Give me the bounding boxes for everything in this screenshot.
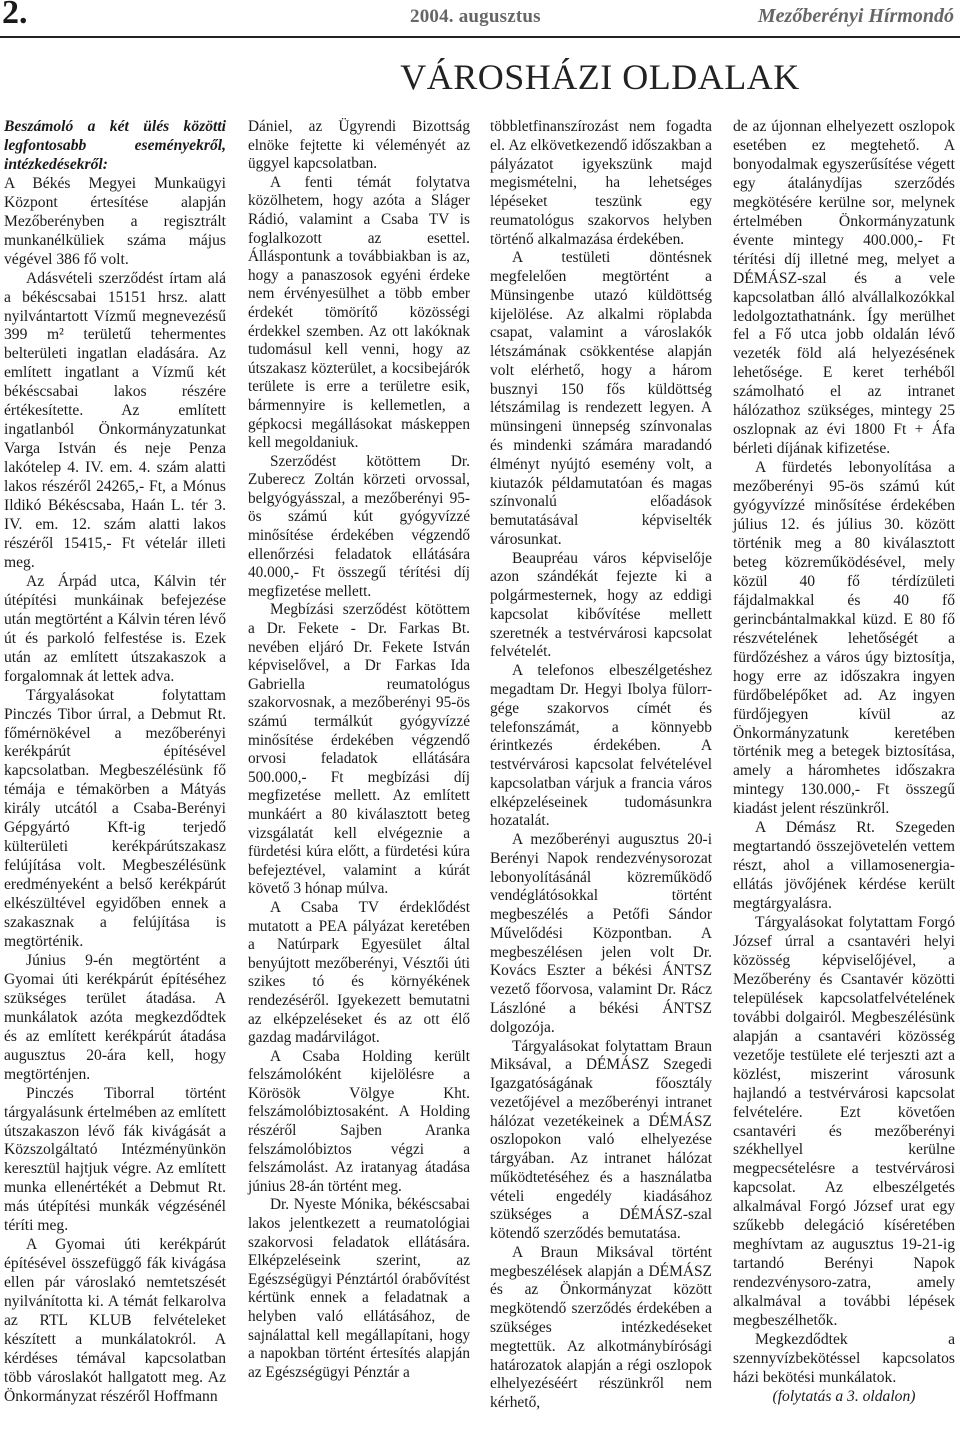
article-column-1 [4,118,226,1407]
section-title: VÁROSHÁZI OLDALAK [400,57,800,97]
article-paragraph: Beaupréau város képviselője azon szándékát fejezte ki a polgármesternek, hogy az eddigi kapcsolat kibővítése mellett szeretnék a testvérvárosi kapcsolat felvételét. [490,549,712,661]
article-column-2 [248,118,470,1382]
article-lead: Beszámoló a két ülés közötti legfontosabb eseményekről, intézkedésekről: [4,118,226,173]
article-paragraph: Az Árpád utca, Kálvin tér útépítési munkáinak befejezése után megtörtént a Kálvin téren lévő út és parkoló felfestése is. Ezek után az említett útszakaszok a forgalomnak át lettek adva. [4,572,226,685]
issue-date: 2004. augusztus [410,6,541,27]
article-paragraph: Tárgyalásokat folytattam Forgó József úrral a csantavéri helyi közösség képviselőjével, a Mezőberény és Csantavér közötti települések kapcsolatfelvételének további dolgairól. Megbeszélésünk alapján a csantavéri közösség vezetője testülete elé terjeszti azt a közlést, miszerint városunk hajlandó a testvérvárosi kapcsolat felvételére. Ezt követően csantavéri és mezőberényi székhellyel kerülne megpecsételésre a testvérvárosi kapcsolat. Az elbeszélgetés alkalmával Forgó József urat egy szűkebb delegáció kíséretében meghívtam az augusztus 19-21-ig tartandó Berényi Napok rendezvénysoro-zatra, amely alkalmával a további lépések megbeszélhetők. [733,914,955,1330]
article-paragraph: többletfinanszírozást nem fogadta el. Az elkövetkezendő időszakban a pályázatot igyekszünk majd megismételni, ha lehetséges lépéseket teszünk egy reumatológus szakorvos helyben történő alkalmazása érdekében. [490,118,712,248]
article-paragraph: A telefonos elbeszélgetéshez megadtam Dr. Hegyi Ibolya fülorr-gége szakorvos címét és telefonszámát, a könnyebb érintkezés érdekében. A testvérvárosi kapcsolat felvételével kapcsolatban várjuk a francia város elképzeléseinek tudomásunkra hozatalát. [490,662,712,830]
article-paragraph: A Gyomai úti kerékpárút építésével összefüggő fák kivágása ellen pár városlakó nemtetszését nyilvánította ki. A témát felkarolva az RTL KLUB felvételeket készített a munkálatokról. A kérdéses témával kapcsolatban több városlakót hallgatott meg. Az Önkormányzat részéről Hoffmann [4,1236,226,1405]
article-paragraph: Pinczés Tiborral történt tárgyalásunk értelmében az említett útszakaszon lévő fák kivágását a Közszolgáltató Intézményünkön keresztül hajtjuk végre. Az említett munka ellenértékét a Debmut Rt. más útépítési munkák végzésénél téríti meg. [4,1084,226,1235]
article-paragraph: A fürdetés lebonyolítása a mezőberényi 95-ös számú kút gyógyvízzé minősítése érdekében július 12. és július 30. között történik meg a 80 kiválasztott beteg közreműködésével, mely közül 40 fő térdízületi fájdalmakkal és 40 fő gerincbántalmakkal küzd. E 80 fő részvételének lehetőségét a fürdőzéshez a város úgy biztosítja, hogy erre az időszakra ingyen fürdőbelépőket ad. Az ingyen fürdőjegyen kívül az Önkormányzatunk keretében történik meg a betegek biztosítása, amely a háromhetes időszakra mintegy 130.000,- Ft összegű kiadást jelent részünkről. [733,459,955,818]
article-paragraph: Dr. Nyeste Mónika, békéscsabai lakos jelentkezett a reumatológiai szakorvosi feladatok ellátására. Elképzeléseink szerint, az Egészségügyi Pénztártól órabővítést kértünk ennek a feladatnak a helyben való ellátásához, de sajnálattal kell megállapítani, hogy a napokban történt értesítés alapján az Egészségügyi Pénztár a [248,1196,470,1381]
article-paragraph: A fenti témát folytatva közölhetem, hogy azóta a Sláger Rádió, valamint a Csaba TV is foglalkozott az esettel. Álláspontunk a továbbiakban is az, hogy a panaszosok egyéni érdeke nem érvényesülhet a több ember érdekét tömörítő közösségi érdekkel szemben. Az ott lakóknak tudomásul kell venni, hogy az útszakasz közterület, a kocsibejárók területe is erre a területre esik, bármennyire is kellemetlen, a gépkocsi megállásokat máskeppen kell megoldaniuk. [248,173,470,452]
article-paragraph: Június 9-én megtörtént a Gyomai úti kerékpárút építéséhez szükséges terület átadása. A munkálatok azóta megkezdődtek és az említett kerékpárút átadása augusztus 20-ára kell, hogy megtörténjen. [4,951,226,1083]
newspaper-name: Mezőberényi Hírmondó [757,5,954,27]
article-paragraph: A Braun Miksával történt megbeszélések alapján a DÉMÁSZ és az Önkormányzat között megkötendő szerződés érdekében a szükséges intézkedéseket megtettük. Az alkotmánybírósági határozatok alapján a régi oszlopok elhelyezéséért részünkről nem kérhető, [490,1243,712,1412]
header-rule [0,36,960,38]
article-paragraph: Dániel, az Ügyrendi Bizottság elnöke fejtette ki véleményét az üggyel kapcsolatban. [248,118,470,173]
article-paragraph: Szerződést kötöttem Dr. Zuberecz Zoltán körzeti orvossal, belgyógyásszal, a mezőberényi 95-ös számú kút gyógyvízzé minősítése érdekében végzendő ellenőrzési feladatok ellátására 40.000,- Ft összegű térítési díj megfizetése mellett. [248,452,470,600]
article-paragraph: A mezőberényi augusztus 20-i Berényi Napok rendezvénysorozat lebonyolításánál közreműködő vendéglátósokkal történt megbeszélés a Petőfi Sándor Művelődési Központban. A megbeszélésen jelen volt Dr. Kovács Eszter a békési ÁNTSZ vezető főorvosa, valamint Dr. Rácz Lászlóné a békési ÁNTSZ dolgozója. [490,831,712,1036]
page-header [0,0,960,34]
article-column-4 [733,118,955,1407]
article-paragraph: Megbízási szerződést kötöttem a Dr. Fekete - Dr. Farkas Bt. nevében eljáró Dr. Fekete István képviselővel, a Dr Farkas Ida Gabriella reumatológus szakorvosnak, a mezőberényi 95-ös számú termálkút gyógyvízzé minősítése érdekében végzendő orvosi feladatok ellátására 500.000,- Ft megbízási díj megfizetése mellett. Az említett munkáért a 80 kiválasztott beteg vizsgálatát kell elvégeznie a fürdetési kúra előtt, a fürdetési kúra befejeztével, valamint a kúrát követő 3 hónap múlva. [248,601,470,898]
article-paragraph: A Békés Megyei Munkaügyi Központ értesítése alapján Mezőberényben a regisztrált munkanélküliek száma május végével 386 fő volt. [4,174,226,268]
article-paragraph: Adásvételi szerződést írtam alá a békéscsabai 15151 hrsz. alatt nyilvántartott Vízmű megnevezésű 399 m² területű tehermentes belterületi ingatlan eladására. Az említett ingatlant a Vízmű két békéscsabai lakos részére értékesítette. Az említett ingatlanból Önkormányzatunkat Varga István és neje Penza lakótelep 4. IV. em. 4. szám alatti lakos részéről 24265,- Ft, a Mónus Ildikó Békéscsaba, Haán L. tér 3. IV. em. 12. szám alatti lakos részéről 15415,- Ft vételár illeti meg. [4,269,226,571]
article-paragraph: Megkezdődtek a szennyvízbekötéssel kapcsolatos házi bekötési munkálatok. [733,1331,955,1386]
article-paragraph: A Csaba TV érdeklődést mutatott a PEA pályázat keretében a Natúrpark Egyesület által benyújtott mezőberényi, Vésztői úti szikes tó és környékének rendezéséről. Igyekezett bemutatni az elképzeléseket és az ott élő gazdag madárvilágot. [248,898,470,1047]
article-paragraph: A Démász Rt. Szegeden megtartandó összejövetelén vettem részt, ahol a villamosenergia-ellátás jövőjének kérdése került megtárgyalásra. [733,819,955,913]
article-paragraph: A testületi döntésnek megfelelően megtörtént a Münsingenbe utazó küldöttség kijelölése. Az alkalmi röplabda csapat, valamint a városlakók létszámának csökkentése alapján volt elérhető, hogy a három busznyi 150 fős küldöttség létszámilag is rendezett legyen. A münsingeni ünnepség színvonalas és mindenki számára maradandó élményt nyújtó esemény volt, a kiutazók példamutatóan és magas színvonalú előadások bemutatásával képviselték városunkat. [490,249,712,548]
article-paragraph: de az újonnan elhelyezett oszlopok esetében ez megtehető. A bonyodalmak egyszerűsítése végett egy átalánydíjas szerződés megkötésére kerülne sor, melynek értelmében Önkormányzatunk évente mintegy 400.000,- Ft térítési díj illetné meg, melyet a DÉMÁSZ-szal és a vele kapcsolatban álló alvállalkozókkal ledolgoztathatnánk. Így merülhet fel a Fő utca jobb oldalán lévő vezeték föld alá helyezésének lehetősége. E keret terhéből számolható el az intranet hálózathoz szükséges, mintegy 25 oszlopnak az évi 1800 Ft + Áfa bérleti díjának kifizetése. [733,118,955,458]
article-column-3 [490,118,712,1413]
page-number: 2. [2,0,28,31]
continuation-note: (folytatás a 3. oldalon) [772,1387,916,1405]
article-paragraph: A Csaba Holding került felszámolóként kijelölésre a Körösök Völgye Kht. felszámolóbiztosaként. A Holding részéről Sajben Aranka felszámolóbiztos végzi a felszámolást. Az iratanyag átadása június 28-án történt meg. [248,1047,470,1195]
article-paragraph: Tárgyalásokat folytattam Pinczés Tibor úrral, a Debmut Rt. főmérnökével a mezőberényi kerékpárút építésével kapcsolatban. Megbeszélésünk fő témája e témakörben a Mátyás király utcától a Csaba-Berényi Gépgyártó Kft-ig terjedő külterületi kerékpárútszakasz felújítása volt. Megbeszélésünk eredményeként a belső kerékpárút elkészültével egyidőben ennek a szakasznak a felújítása is megtörténik. [4,686,226,950]
article-paragraph: Tárgyalásokat folytattam Braun Miksával, a DÉMÁSZ Szegedi Igazgatóságának főosztály vezetőjével a mezőberényi intranet hálózat vezetékeinek a DÉMÁSZ oszlopokon való elhelyezése tárgyában. Az intranet hálózat működtetéséhez és a használatba vételi engedély kiadásához szükséges a DÉMÁSZ-szal kötendő szerződés bemutatása. [490,1037,712,1243]
